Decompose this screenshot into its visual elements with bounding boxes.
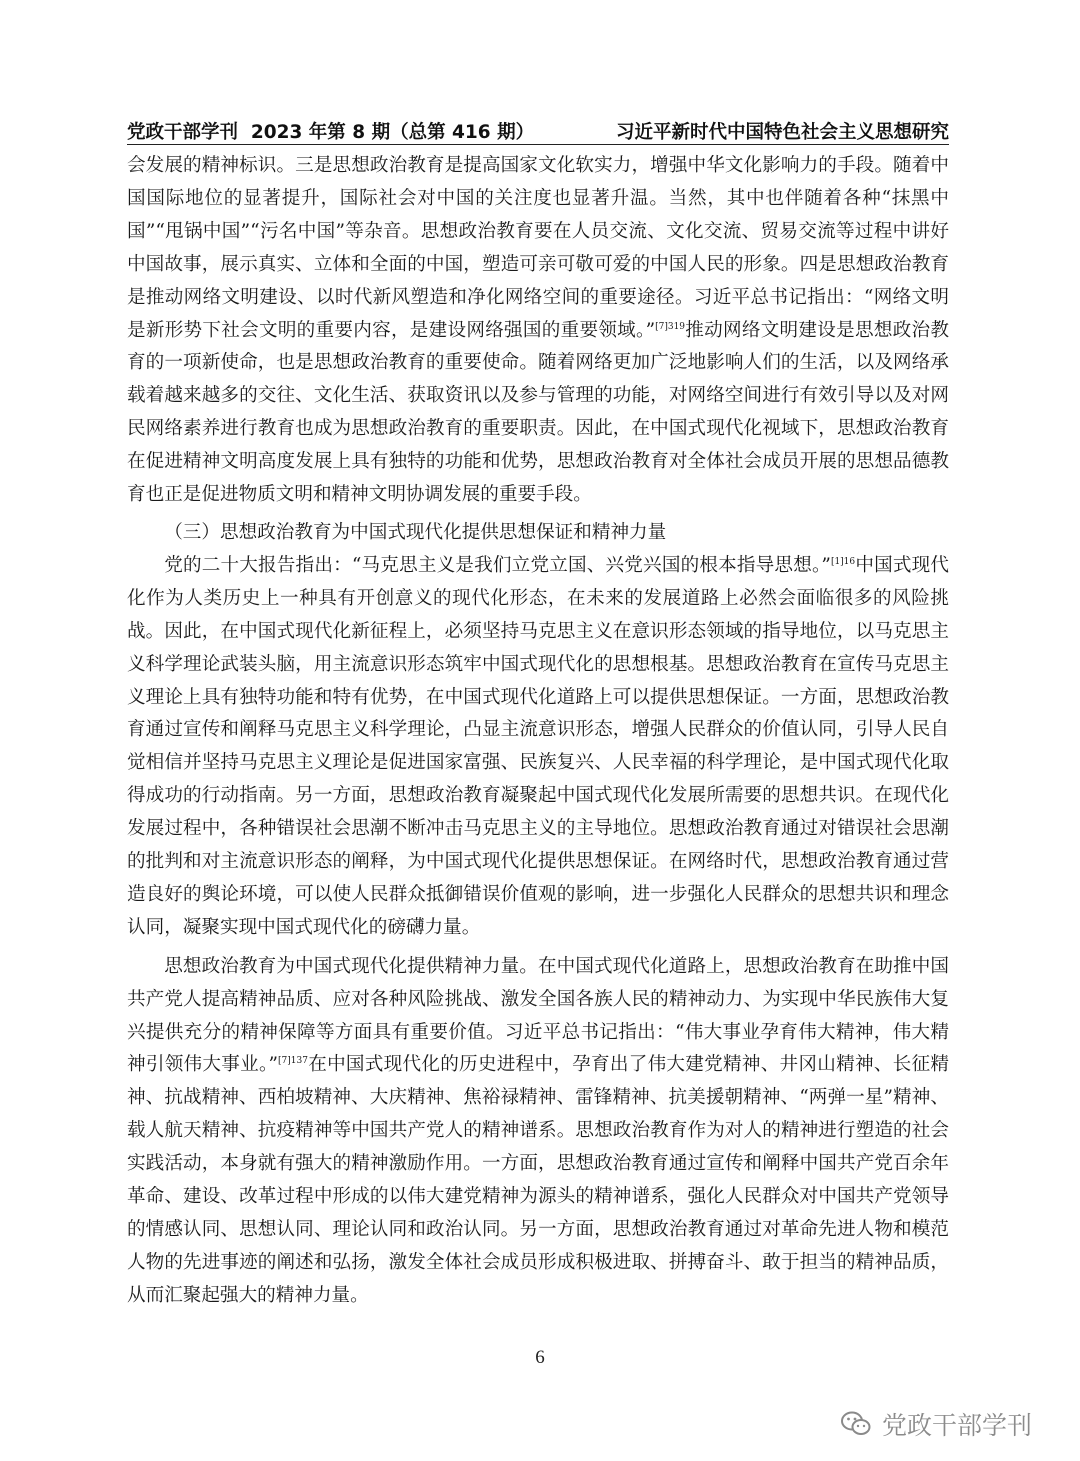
journal-issue-info: 党政干部学刊 2023 年第 8 期（总第 416 期） <box>127 122 535 143</box>
citation-ref-1: [7]319 <box>655 321 686 332</box>
paragraph-2-text-a: 党的二十大报告指出：“马克思主义是我们立党立国、兴党兴国的根本指导思想。” <box>164 554 831 576</box>
page-number: 6 <box>535 1347 545 1368</box>
paragraph-3 <box>127 951 949 1313</box>
citation-ref-3: [7]137 <box>278 1056 308 1067</box>
paragraph-1 <box>127 150 949 512</box>
paragraph-3-text-a: 思想政治教育为中国式现代化提供精神力量。在中国式现代化道路上，思想政治教育在助推中国共产党人提高精神品质、应对各种风险挑战、激发全国各族人民的精神动力、为实现中华民族伟大复兴提供充分的精神保障等方面具有重要价值。习近平总书记指出：“伟大事业孕育伟大精神，伟大精神引领伟大事业。” <box>127 955 949 1076</box>
header-rule <box>127 144 949 145</box>
citation-ref-2: [1]16 <box>830 556 856 567</box>
paragraph-3-text-b: 在中国式现代化的历史进程中，孕育出了伟大建党精神、井冈山精神、长征精神、抗战精神、西柏坡精神、大庆精神、焦裕禄精神、雷锋精神、抗美援朝精神、“两弹一星”精神、载人航天精神、抗疫精神等中国共产党人的精神谱系。思想政治教育作为对人的精神进行塑造的社会实践活动，本身就有强大的精神激励作用。一方面，思想政治教育通过宣传和阐释中国共产党百余年革命、建设、改革过程中形成的以伟大建党精神为源头的精神谱系，强化人民群众对中国共产党领导的情感认同、思想认同、理论认同和政治认同。另一方面，思想政治教育通过对革命先进人物和模范人物的先进事迹的阐述和弘扬，激发全体社会成员形成积极进取、拼搏奋斗、敢于担当的精神品质，从而汇聚起强大的精神力量。 <box>127 1054 949 1306</box>
running-header <box>127 118 949 144</box>
section-title: 习近平新时代中国特色社会主义思想研究 <box>615 122 949 143</box>
paragraph-1-text-a: 会发展的精神标识。三是思想政治教育是提高国家文化软实力，增强中华文化影响力的手段。随着中国国际地位的显著提升，国际社会对中国的关注度也显著升温。当然，其中也伴随着各种“抹黑中国”“甩锅中国”“污名中国”等杂音。思想政治教育要在人员交流、文化交流、贸易交流等过程中讲好中国故事，展示真实、立体和全面的中国，塑造可亲可敬可爱的中国人民的形象。四是思想政治教育是推动网络文明建设、以时代新风塑造和净化网络空间的重要途径。习近平总书记指出：“网络文明是新形势下社会文明的重要内容，是建设网络强国的重要领域。” <box>127 155 949 341</box>
paragraph-1-text-b: 推动网络文明建设是思想政治教育的一项新使命，也是思想政治教育的重要使命。随着网络更加广泛地影响人们的生活，以及网络承载着越来越多的交往、文化生活、获取资讯以及参与管理的功能，对网络空间进行有效引导以及对网民网络素养进行教育也成为思想政治教育的重要职责。因此，在中国式现代化视域下，思想政治教育在促进精神文明高度发展上具有独特的功能和优势，思想政治教育对全体社会成员开展的思想品德教育也正是促进物质文明和精神文明协调发展的重要手段。 <box>127 319 949 506</box>
paragraph-2 <box>127 550 949 945</box>
paragraph-2-text-b: 中国式现代化作为人类历史上一种具有开创意义的现代化形态，在未来的发展道路上必然会面临很多的风险挑战。因此，在中国式现代化新征程上，必须坚持马克思主义在意识形态领域的指导地位，以马克思主义科学理论武装头脑，用主流意识形态筑牢中国式现代化的思想根基。思想政治教育在宣传马克思主义理论上具有独特功能和特有优势，在中国式现代化道路上可以提供思想保证。一方面，思想政治教育通过宣传和阐释马克思主义科学理论，凸显主流意识形态，增强人民群众的价值认同，引导人民自觉相信并坚持马克思主义理论是促进国家富强、民族复兴、人民幸福的科学理论，是中国式现代化取得成功的行动指南。另一方面，思想政治教育凝聚起中国式现代化发展所需要的思想共识。在现代化发展过程中，各种错误社会思潮不断冲击马克思主义的主导地位。思想政治教育通过对错误社会思潮的批判和对主流意识形态的阐释，为中国式现代化提供思想保证。在网络时代，思想政治教育通过营造良好的舆论环境，可以使人民群众抵御错误价值观的影响，进一步强化人民群众的思想共识和理念认同，凝聚实现中国式现代化的磅礴力量。 <box>127 554 949 938</box>
watermark-text: 党政干部学刊 <box>882 1411 1033 1440</box>
wechat-icon <box>840 1410 872 1438</box>
section-subheading: （三）思想政治教育为中国式现代化提供思想保证和精神力量 <box>164 521 667 543</box>
article-body <box>127 150 949 1313</box>
wechat-watermark <box>840 1406 1032 1442</box>
